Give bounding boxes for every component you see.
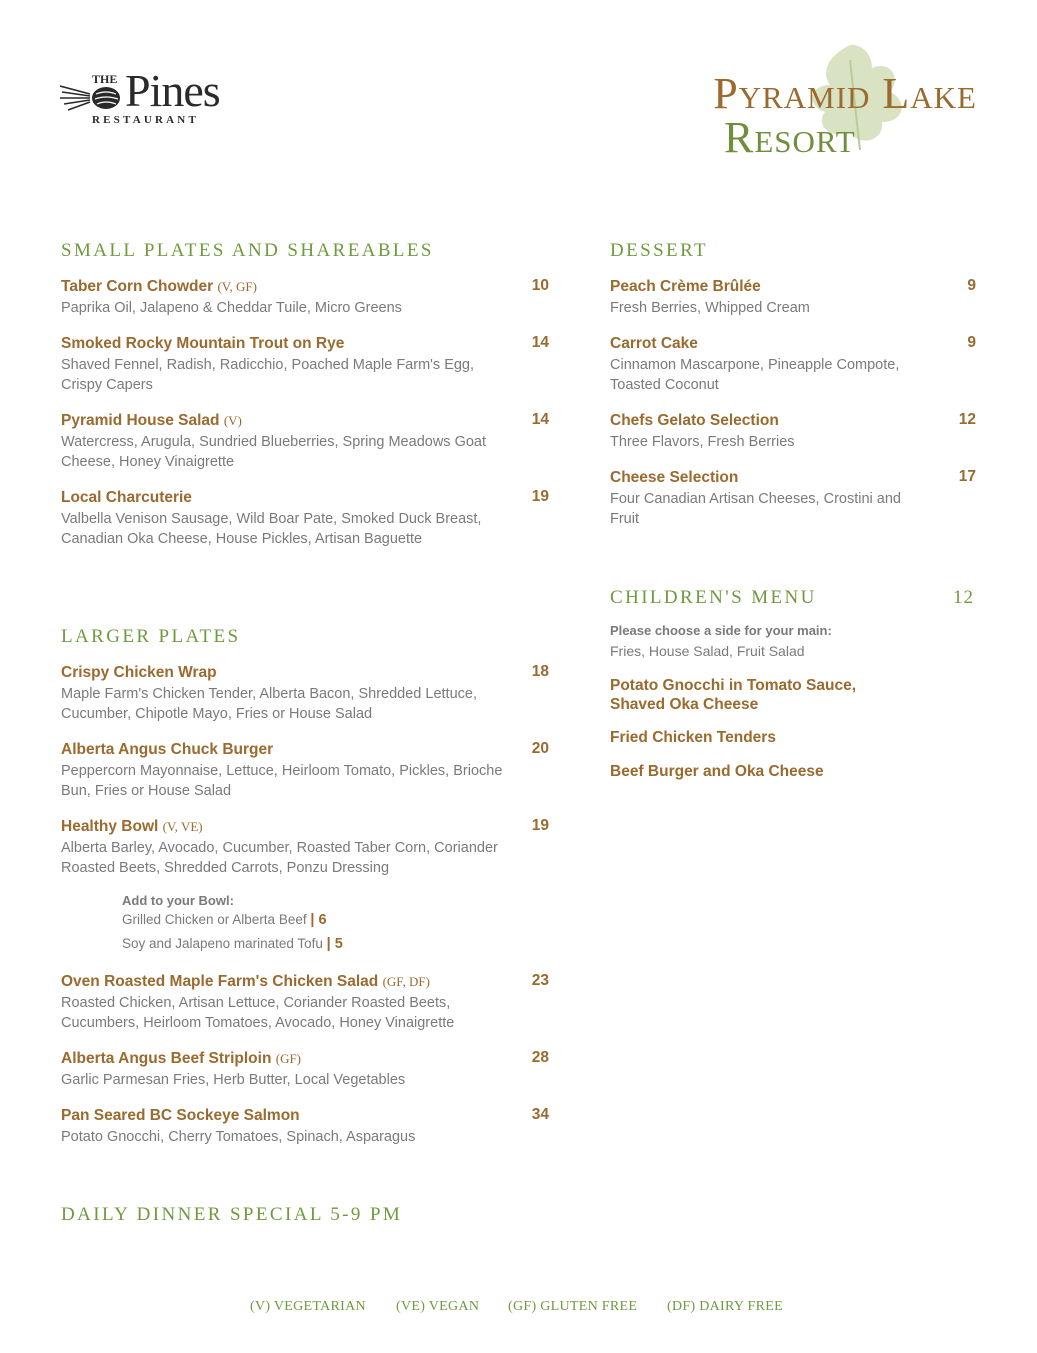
- menu-item: [61, 817, 506, 878]
- dessert-title: DESSERT: [610, 240, 709, 261]
- item-price: 20: [531, 740, 549, 757]
- item-description: Valbella Venison Sausage, Wild Boar Pate, Smoked Duck Breast, Canadian Oka Cheese, House Pickles, Artisan Baguette: [61, 511, 482, 547]
- menu-item: [61, 411, 506, 472]
- item-tag: (GF, DF): [382, 974, 430, 989]
- item-price: 9: [967, 277, 976, 294]
- item-tag: (GF): [275, 1051, 302, 1066]
- sides-list: Fries, House Salad, Fruit Salad: [610, 643, 805, 659]
- small-plates-title: SMALL PLATES AND SHAREABLES: [61, 240, 434, 261]
- addon-text: Grilled Chicken or Alberta Beef: [122, 912, 307, 927]
- item-price: 10: [531, 277, 549, 294]
- addon-price: | 6: [310, 912, 327, 928]
- pyramid-lake-resort-logo: [640, 40, 985, 160]
- pines-restaurant-text: RESTAURANT: [92, 114, 199, 126]
- item-name: Local Charcuterie: [61, 489, 192, 506]
- menu-item: [61, 488, 491, 549]
- addon-line: [122, 908, 502, 932]
- item-name: Carrot Cake: [610, 335, 698, 352]
- item-description: Fresh Berries, Whipped Cream: [610, 300, 810, 316]
- item-name: Pyramid House Salad: [61, 412, 220, 429]
- menu-item: [610, 468, 920, 529]
- legend-vegetarian: (V) VEGETARIAN: [250, 1299, 366, 1314]
- item-description: Paprika Oil, Jalapeno & Cheddar Tuile, Micro Greens: [61, 300, 402, 316]
- item-name: Crispy Chicken Wrap: [61, 664, 217, 681]
- menu-item: [61, 1106, 506, 1147]
- childrens-item: Beef Burger and Oka Cheese: [610, 763, 824, 780]
- item-price: 14: [531, 334, 549, 351]
- item-name: Pan Seared BC Sockeye Salmon: [61, 1107, 300, 1124]
- item-description: Alberta Barley, Avocado, Cucumber, Roasted Taber Corn, Coriander Roasted Beets, Shredded Carrots, Ponzu Dressing: [61, 840, 498, 876]
- item-price: 34: [531, 1106, 549, 1123]
- item-name: Smoked Rocky Mountain Trout on Rye: [61, 335, 345, 352]
- childrens-item: Fried Chicken Tenders: [610, 729, 776, 746]
- item-price: 19: [531, 817, 549, 834]
- item-price: 23: [531, 972, 549, 989]
- item-name: Cheese Selection: [610, 469, 739, 486]
- item-description: Peppercorn Mayonnaise, Lettuce, Heirloom Tomato, Pickles, Brioche Bun, Fries or House Salad: [61, 763, 503, 799]
- daily-special-title: DAILY DINNER SPECIAL 5-9 PM: [61, 1204, 403, 1225]
- addon-line: [122, 932, 502, 956]
- item-name: Chefs Gelato Selection: [610, 412, 779, 429]
- item-price: 14: [531, 411, 549, 428]
- addon-text: Soy and Jalapeno marinated Tofu: [122, 936, 323, 951]
- item-price: 18: [531, 663, 549, 680]
- sides-heading: Please choose a side for your main:: [610, 623, 832, 638]
- item-name: Alberta Angus Beef Striploin: [61, 1050, 272, 1067]
- menu-item: [61, 740, 506, 801]
- addon-price: | 5: [326, 936, 343, 952]
- item-description: Three Flavors, Fresh Berries: [610, 434, 795, 450]
- item-tag: (V, GF): [217, 279, 257, 294]
- childrens-menu-price: 12: [953, 587, 974, 608]
- resort-name-line2: Resort: [724, 113, 856, 162]
- menu-item: [61, 277, 551, 318]
- item-price: 9: [967, 334, 976, 351]
- pines-the-text: THE: [92, 72, 118, 86]
- item-description: Four Canadian Artisan Cheeses, Crostini and Fruit: [610, 491, 901, 527]
- childrens-sides: [610, 623, 950, 661]
- item-description: Cinnamon Mascarpone, Pineapple Compote, Toasted Coconut: [610, 357, 900, 393]
- item-name: Healthy Bowl: [61, 818, 159, 835]
- item-description: Potato Gnocchi, Cherry Tomatoes, Spinach, Asparagus: [61, 1129, 416, 1145]
- item-description: Maple Farm's Chicken Tender, Alberta Bacon, Shredded Lettuce, Cucumber, Chipotle Mayo, Fries or House Salad: [61, 686, 477, 722]
- item-name: Oven Roasted Maple Farm's Chicken Salad: [61, 973, 379, 990]
- menu-item: [61, 972, 511, 1033]
- item-price: 19: [531, 488, 549, 505]
- item-name: Alberta Angus Chuck Burger: [61, 741, 274, 758]
- childrens-item: Potato Gnocchi in Tomato Sauce, Shaved Oka Cheese: [610, 677, 857, 713]
- resort-name-line1: Pyramid Lake: [713, 69, 977, 118]
- larger-plates-title: LARGER PLATES: [61, 626, 241, 647]
- item-price: 12: [958, 411, 976, 428]
- childrens-menu-title: CHILDREN'S MENU: [610, 587, 817, 608]
- legend-gluten-free: (GF) GLUTEN FREE: [508, 1299, 638, 1314]
- menu-item: [610, 277, 940, 318]
- menu-item: [610, 334, 940, 395]
- item-description: Garlic Parmesan Fries, Herb Butter, Local Vegetables: [61, 1072, 406, 1088]
- item-description: Roasted Chicken, Artisan Lettuce, Coriander Roasted Beets, Cucumbers, Heirloom Tomatoes, Avocado, Honey Vinaigrette: [61, 995, 455, 1031]
- pines-restaurant-logo: [60, 65, 250, 130]
- menu-item: [61, 663, 506, 724]
- legend-dairy-free: (DF) DAIRY FREE: [667, 1299, 783, 1314]
- bowl-addons: [122, 893, 502, 956]
- addon-heading: Add to your Bowl:: [122, 893, 234, 908]
- item-description: Shaved Fennel, Radish, Radicchio, Poached Maple Farm's Egg, Crispy Capers: [61, 357, 475, 393]
- menu-item: [61, 1049, 506, 1090]
- menu-item: [61, 334, 501, 395]
- item-price: 17: [958, 468, 976, 485]
- item-price: 28: [531, 1049, 549, 1066]
- menu-item: [610, 411, 940, 452]
- item-tag: (V): [223, 413, 242, 428]
- pines-wordmark: Pines: [125, 65, 220, 116]
- item-name: Peach Crème Brûlée: [610, 278, 761, 295]
- item-name: Taber Corn Chowder: [61, 278, 214, 295]
- item-tag: (V, VE): [162, 819, 203, 834]
- legend-vegan: (VE) VEGAN: [396, 1299, 480, 1314]
- item-description: Watercress, Arugula, Sundried Blueberries, Spring Meadows Goat Cheese, Honey Vinaigrette: [61, 434, 487, 470]
